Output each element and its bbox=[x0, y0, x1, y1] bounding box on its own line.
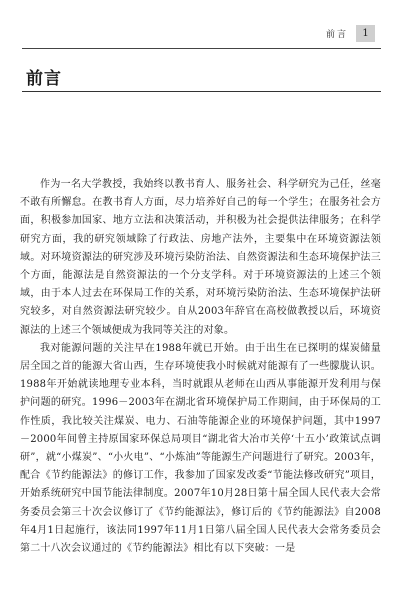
page-number: 1 bbox=[356, 25, 375, 42]
header-divider bbox=[22, 48, 381, 49]
chapter-title-rule bbox=[22, 91, 381, 92]
paragraph-2: 我对能源问题的关注早在1988年就已开始。由于出生在已探明的煤炭储量居全国之首的能源大省山西，生存环境使我小时候就对能源有了一些朦胧认识。1988年开始就读地理专业本科，当时就跟从老师在山西从事能源开发利用与保护问题的研究。1996－2003年在湖北省环境保护局工作期间，由于环保局的工作性质，我比较关注煤炭、电力、石油等能源企业的环境保护问题，其中1997－2000年间曾主持原国家环保总局项目“湖北省大冶市关停‘十五小’政策试点调研”，就“小煤炭”、“小火电”、“小炼油”等能源生产问题进行了研究。2003年，配合《节约能源法》的修订工作，我参加了国家发改委“节能法修改研究”项目，开始系统研究中国节能法律制度。2007年10月28日第十届全国人民代表大会常务委员会第三十次会议修订了《节约能源法》，修订后的《节约能源法》自2008年4月1日起施行，该法同1997年11月1日第八届全国人民代表大会常务委员会第二十八次会议通过的《节约能源法》相比有以下突破：一是 bbox=[20, 342, 381, 555]
chapter-title: 前言 bbox=[26, 69, 62, 89]
paragraph-1: 作为一名大学教授，我始终以教书育人、服务社会、科学研究为己任，丝毫不敢有所懈怠。在教书育人方面，尽力培养好自己的每一个学生；在服务社会方面，积极参加国家、地方立法和决策活动，并积极为社会提供法律服务；在科学研究方面，我的研究领域除了行政法、房地产法外，主要集中在环境资源法领域。对环境资源法的研究涉及环境污染防治法、自然资源法和生态环境保护法三个方面，能源法是自然资源法的一个分支学科。对于环境资源法的上述三个领域，由于本人过去在环保局工作的关系，对环境污染防治法、生态环境保护法研究较多，对自然资源法研究较少。自从2003年辞官在高校做教授以后，环境资源法的上述三个领域便成为我同等关注的对象。 bbox=[20, 179, 381, 336]
running-head bbox=[326, 25, 375, 42]
running-title: 前言 bbox=[325, 30, 348, 40]
body-text bbox=[20, 176, 381, 558]
